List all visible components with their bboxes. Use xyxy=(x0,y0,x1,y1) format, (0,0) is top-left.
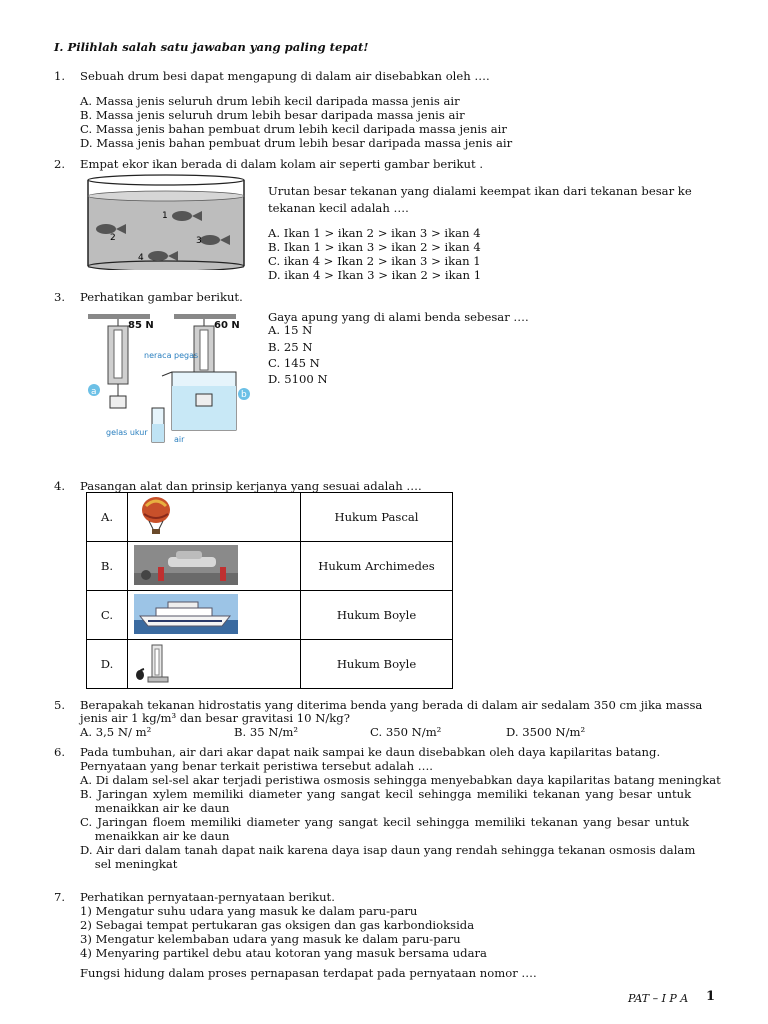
q1-option-b: B. Massa jenis seluruh drum lebih besar daripada massa jenis air xyxy=(80,108,465,122)
q5-option-b: B. 35 N/m² xyxy=(234,725,299,739)
fish-label-3: 3 xyxy=(196,236,202,246)
q2-stem-line1: Urutan besar tekanan yang dialami keempat ikan dari tekanan besar ke xyxy=(268,184,692,198)
q7-item-2: 2) Sebagai tempat pertukaran gas oksigen dan gas karbondioksida xyxy=(80,918,475,932)
q6-option-d: D. Air dari dalam tanah dapat naik karena daya isap daun yang rendah sehingga tekanan osmosis dalam xyxy=(80,843,696,857)
q6-option-c: C. Jaringan floem memiliki diameter yang sangat kecil sehingga memiliki tekanan yang besar untuk xyxy=(80,815,689,829)
q5-option-a: A. 3,5 N/ m² xyxy=(80,725,152,739)
q7-question: Fungsi hidung dalam proses pernapasan terdapat pada pernyataan nomor …. xyxy=(80,966,537,980)
q6-option-b: B. Jaringan xylem memiliki diameter yang sangat kecil sehingga memiliki tekanan yang besar untuk xyxy=(80,787,692,801)
q4-row-a-principle: Hukum Pascal xyxy=(301,493,453,542)
q7-item-4: 4) Menyaring partikel debu atau kotoran yang masuk bersama udara xyxy=(80,946,487,960)
q6-number: 6. xyxy=(54,745,66,759)
sphygmomanometer-image xyxy=(134,643,238,683)
reading-right: 60 N xyxy=(214,320,240,331)
q5-line1: Berapakah tekanan hidrostatis yang diterima benda yang berada di dalam air sedalam 350 cm jika massa xyxy=(80,698,703,712)
q3-option-c: C. 145 N xyxy=(268,356,320,370)
label-cylinder: gelas ukur xyxy=(106,428,148,437)
footer-label: PAT – I P A xyxy=(628,992,689,1005)
q4-row-c-principle: Hukum Boyle xyxy=(301,591,453,640)
label-b: b xyxy=(241,390,247,400)
q4-row-b-letter: B. xyxy=(87,542,128,591)
q4-row-b-principle: Hukum Archimedes xyxy=(301,542,453,591)
fish-label-2: 2 xyxy=(110,233,116,243)
q4-table xyxy=(86,492,453,689)
label-spring: neraca pegas xyxy=(144,351,199,360)
hydraulic-car-lift-image xyxy=(134,545,238,585)
q4-text: Pasangan alat dan prinsip kerjanya yang sesuai adalah …. xyxy=(80,479,422,493)
q4-row-a-letter: A. xyxy=(87,493,128,542)
q5-option-c: C. 350 N/m² xyxy=(370,725,442,739)
block-a xyxy=(110,396,126,408)
table-row xyxy=(87,493,453,542)
spring-balance-figure xyxy=(84,310,264,446)
fish-pond-figure xyxy=(86,174,246,270)
q4-row-d-image xyxy=(128,640,301,689)
section-title: I. Pilihlah salah satu jawaban yang paling tepat! xyxy=(54,40,369,54)
q3-number: 3. xyxy=(54,290,66,304)
table-row xyxy=(87,542,453,591)
table-row xyxy=(87,591,453,640)
q4-row-b-image xyxy=(128,542,301,591)
q1-option-d: D. Massa jenis bahan pembuat drum lebih besar daripada massa jenis air xyxy=(80,136,513,150)
q6-line1: Pada tumbuhan, air dari akar dapat naik sampai ke daun disebabkan oleh daya kapilaritas batang. xyxy=(80,745,661,759)
q4-row-d-letter: D. xyxy=(87,640,128,689)
q6-option-c-cont: menaikkan air ke daun xyxy=(80,829,230,843)
q6-option-b-cont: menaikkan air ke daun xyxy=(80,801,230,815)
q7-number: 7. xyxy=(54,890,66,904)
cruise-ship-image xyxy=(134,594,238,634)
q5-option-d: D. 3500 N/m² xyxy=(506,725,586,739)
q5-number: 5. xyxy=(54,698,66,712)
fish-label-1: 1 xyxy=(162,211,168,221)
q2-number: 2. xyxy=(54,157,66,171)
reading-left: 85 N xyxy=(128,320,154,331)
hot-air-balloon-image xyxy=(134,496,238,536)
q2-stem-line2: tekanan kecil adalah …. xyxy=(268,201,409,215)
q3-stem: Gaya apung yang di alami benda sebesar …. xyxy=(268,310,529,324)
q4-row-d-principle: Hukum Boyle xyxy=(301,640,453,689)
q6-line2: Pernyataan yang benar terkait peristiwa tersebut adalah …. xyxy=(80,759,433,773)
q1-number: 1. xyxy=(54,69,66,83)
q2-option-a: A. Ikan 1 > ikan 2 > ikan 3 > ikan 4 xyxy=(268,226,481,240)
q3-option-b: B. 25 N xyxy=(268,340,313,354)
block-b xyxy=(196,394,212,406)
q2-option-d: D. ikan 4 > Ikan 3 > ikan 2 > ikan 1 xyxy=(268,268,482,282)
table-row xyxy=(87,640,453,689)
q7-item-1: 1) Mengatur suhu udara yang masuk ke dalam paru-paru xyxy=(80,904,418,918)
q1-text: Sebuah drum besi dapat mengapung di dalam air disebabkan oleh …. xyxy=(80,69,490,83)
q4-number: 4. xyxy=(54,479,66,493)
q3-option-a: A. 15 N xyxy=(268,323,313,337)
q7-text: Perhatikan pernyataan-pernyataan berikut. xyxy=(80,890,335,904)
q2-option-c: C. ikan 4 > Ikan 2 > ikan 3 > ikan 1 xyxy=(268,254,481,268)
q1-option-a: A. Massa jenis seluruh drum lebih kecil daripada massa jenis air xyxy=(80,94,460,108)
q2-option-b: B. Ikan 1 > ikan 3 > ikan 2 > ikan 4 xyxy=(268,240,481,254)
q6-option-d-cont: sel meningkat xyxy=(80,857,178,871)
q6-option-a: A. Di dalam sel-sel akar terjadi peristiwa osmosis sehingga menyebabkan daya kapilaritas batang meningkat xyxy=(80,773,721,787)
label-water: air xyxy=(174,435,185,444)
q4-row-c-letter: C. xyxy=(87,591,128,640)
q3-text: Perhatikan gambar berikut. xyxy=(80,290,243,304)
fish-label-4: 4 xyxy=(138,253,144,263)
q5-line2: jenis air 1 kg/m³ dan besar gravitasi 10 N/kg? xyxy=(80,711,350,725)
q3-option-d: D. 5100 N xyxy=(268,372,328,386)
q4-row-c-image xyxy=(128,591,301,640)
q2-text: Empat ekor ikan berada di dalam kolam air seperti gambar berikut . xyxy=(80,157,484,171)
q1-option-c: C. Massa jenis bahan pembuat drum lebih kecil daripada massa jenis air xyxy=(80,122,507,136)
q7-item-3: 3) Mengatur kelembaban udara yang masuk ke dalam paru-paru xyxy=(80,932,461,946)
q4-row-a-image xyxy=(128,493,301,542)
label-a: a xyxy=(91,387,97,397)
page-number: 1 xyxy=(706,989,716,1004)
